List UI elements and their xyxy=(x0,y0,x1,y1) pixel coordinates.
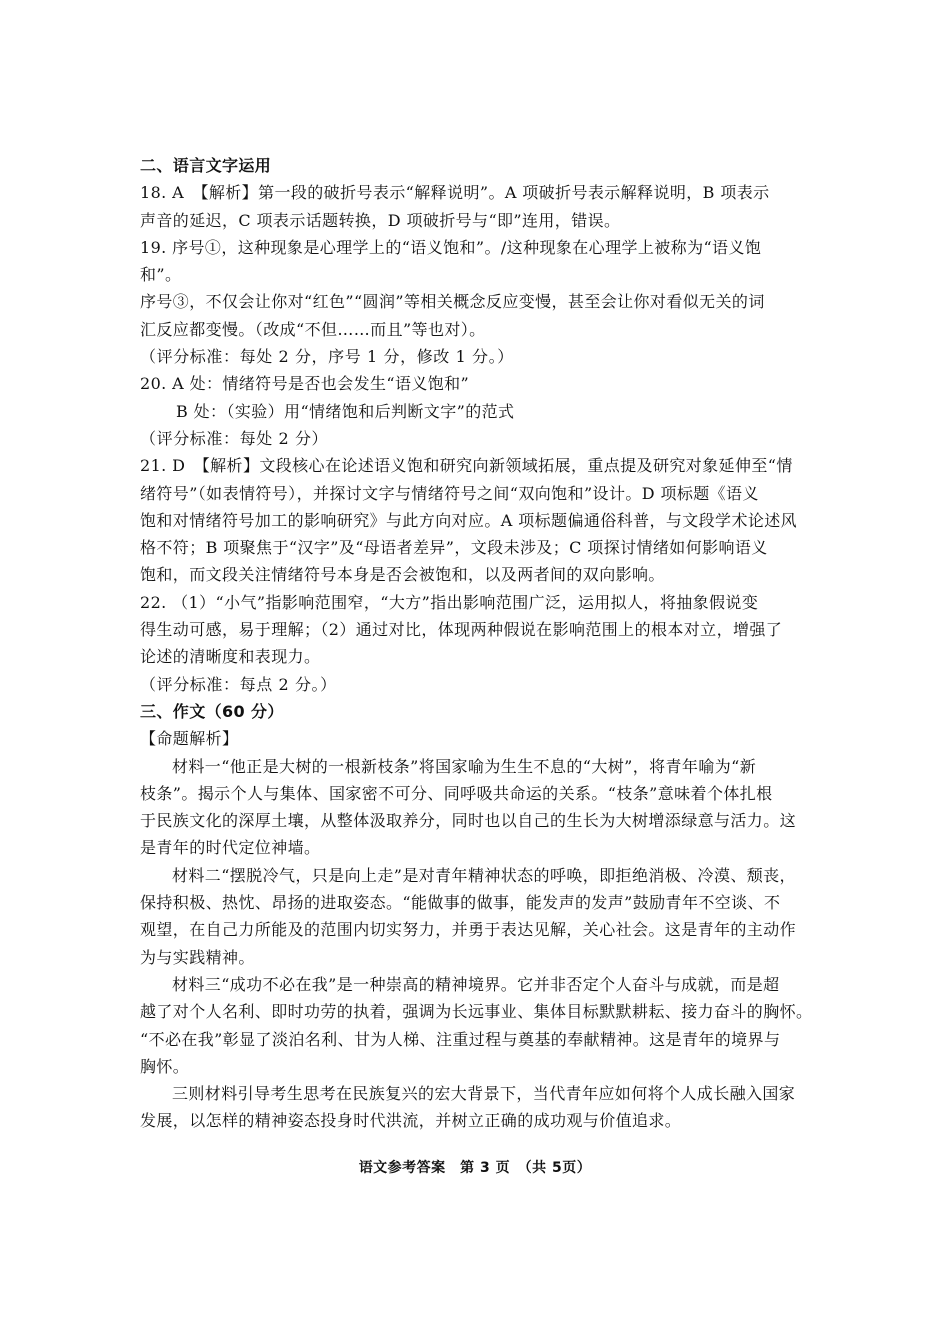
q22-line-2: 得生动可感，易于理解；（2）通过对比，体现两种假说在影响范围上的根本对立，增强了 xyxy=(140,620,783,640)
q21-line-4: 格不符；B 项聚焦于“汉字”及“母语者差异”，文段未涉及；C 项探讨情绪如何影响语义 xyxy=(140,538,768,558)
analysis-title: 【命题解析】 xyxy=(140,729,239,749)
q20-line-2: B 处：（实验）用“情绪饱和后判断文字”的范式 xyxy=(176,401,515,421)
q21-line-5: 饱和，而文段关注情绪符号本身是否会被饱和，以及两者间的双向影响。 xyxy=(140,565,665,585)
answer-page xyxy=(140,152,813,1135)
q21-line-3: 饱和对情绪符号加工的影响研究》与此方向对应。A 项标题偏通俗科普，与文段学术论述风 xyxy=(140,510,798,530)
material-2-line: 保持积极、热忱、昂扬的进取姿态。“能做事的做事，能发声的发声”鼓励青年不空谈、不 xyxy=(140,893,781,913)
material-3-line: 越了对个人名利、即时功劳的执着，强调为长远事业、集体目标默默耕耘、接力奋斗的胸怀。 xyxy=(140,1002,813,1022)
q19-line-1: 19. 序号①，这种现象是心理学上的“语义饱和”。/这种现象在心理学上被称为“语义饱 xyxy=(140,237,762,257)
q22-scoring: （评分标准：每点 2 分。） xyxy=(140,674,337,694)
q22-line-3: 论述的清晰度和表现力。 xyxy=(140,647,321,667)
summary-line: 三则材料引导考生思考在民族复兴的宏大背景下，当代青年应如何将个人成长融入国家 xyxy=(172,1084,796,1104)
material-1-line: 枝条”。揭示个人与集体、国家密不可分、同呼吸共命运的关系。“枝条”意味着个体扎根 xyxy=(140,783,773,803)
summary-line: 发展，以怎样的精神姿态投身时代洪流，并树立正确的成功观与价值追求。 xyxy=(140,1111,682,1131)
q19-line-3: 序号③，不仅会让你对“红色”“圆润”等相关概念反应变慢，甚至会让你对看似无关的词 xyxy=(140,292,765,312)
material-2-line: 为与实践精神。 xyxy=(140,947,255,967)
material-3-line: 材料三“成功不必在我”是一种崇高的精神境界。它并非否定个人奋斗与成就，而是超 xyxy=(172,974,780,994)
material-2-line: 观望，在自己力所能及的范围内切实努力，并勇于表达见解，关心社会。这是青年的主动作 xyxy=(140,920,797,940)
material-1-line: 材料一“他正是大树的一根新枝条”将国家喻为生生不息的“大树”，将青年喻为“新 xyxy=(172,756,757,776)
material-2-line: 材料二“摆脱冷气，只是向上走”是对青年精神状态的呼唤，即拒绝消极、冷漠、颓丧， xyxy=(172,865,796,885)
material-3-line: 胸怀。 xyxy=(140,1056,190,1076)
q22-line-1: 22. （1）“小气”指影响范围窄，“大方”指出影响范围广泛，运用拟人，将抽象假说变 xyxy=(140,592,759,612)
q21-line-2: 绪符号”（如表情符号），并探讨文字与情绪符号之间“双向饱和”设计。D 项标题《语义 xyxy=(140,483,759,503)
q19-scoring: （评分标准：每处 2 分，序号 1 分，修改 1 分。） xyxy=(140,347,514,367)
section-2-title: 二、语言文字运用 xyxy=(140,156,272,175)
q19-line-2: 和”。 xyxy=(140,265,182,285)
q19-line-4: 汇反应都变慢。（改成“不但……而且”等也对）。 xyxy=(140,319,486,339)
section-3-title: 三、作文（60 分） xyxy=(140,701,284,721)
q18-line-1: 18. A 【解析】第一段的破折号表示“解释说明”。A 项破折号表示解释说明，B 项表示 xyxy=(140,183,770,203)
material-3-line: “不必在我”彰显了淡泊名利、甘为人梯、注重过程与奠基的奉献精神。这是青年的境界与 xyxy=(140,1029,781,1049)
q21-line-1: 21. D 【解析】文段核心在论述语义饱和研究向新领域拓展，重点提及研究对象延伸至“情 xyxy=(140,456,793,476)
page-footer: 语文参考答案 第 3 页 （共 5页） xyxy=(358,1160,592,1176)
q18-line-2: 声音的延迟，C 项表示话题转换，D 项破折号与“即”连用，错误。 xyxy=(140,210,621,230)
q20-scoring: （评分标准：每处 2 分） xyxy=(140,428,329,448)
material-1-line: 是青年的时代定位神墙。 xyxy=(140,838,321,858)
material-1-line: 于民族文化的深厚土壤，从整体汲取养分，同时也以自己的生长为大树增添绿意与活力。这 xyxy=(140,811,797,831)
q20-line-1: 20. A 处：情绪符号是否也会发生“语义饱和” xyxy=(140,374,470,394)
